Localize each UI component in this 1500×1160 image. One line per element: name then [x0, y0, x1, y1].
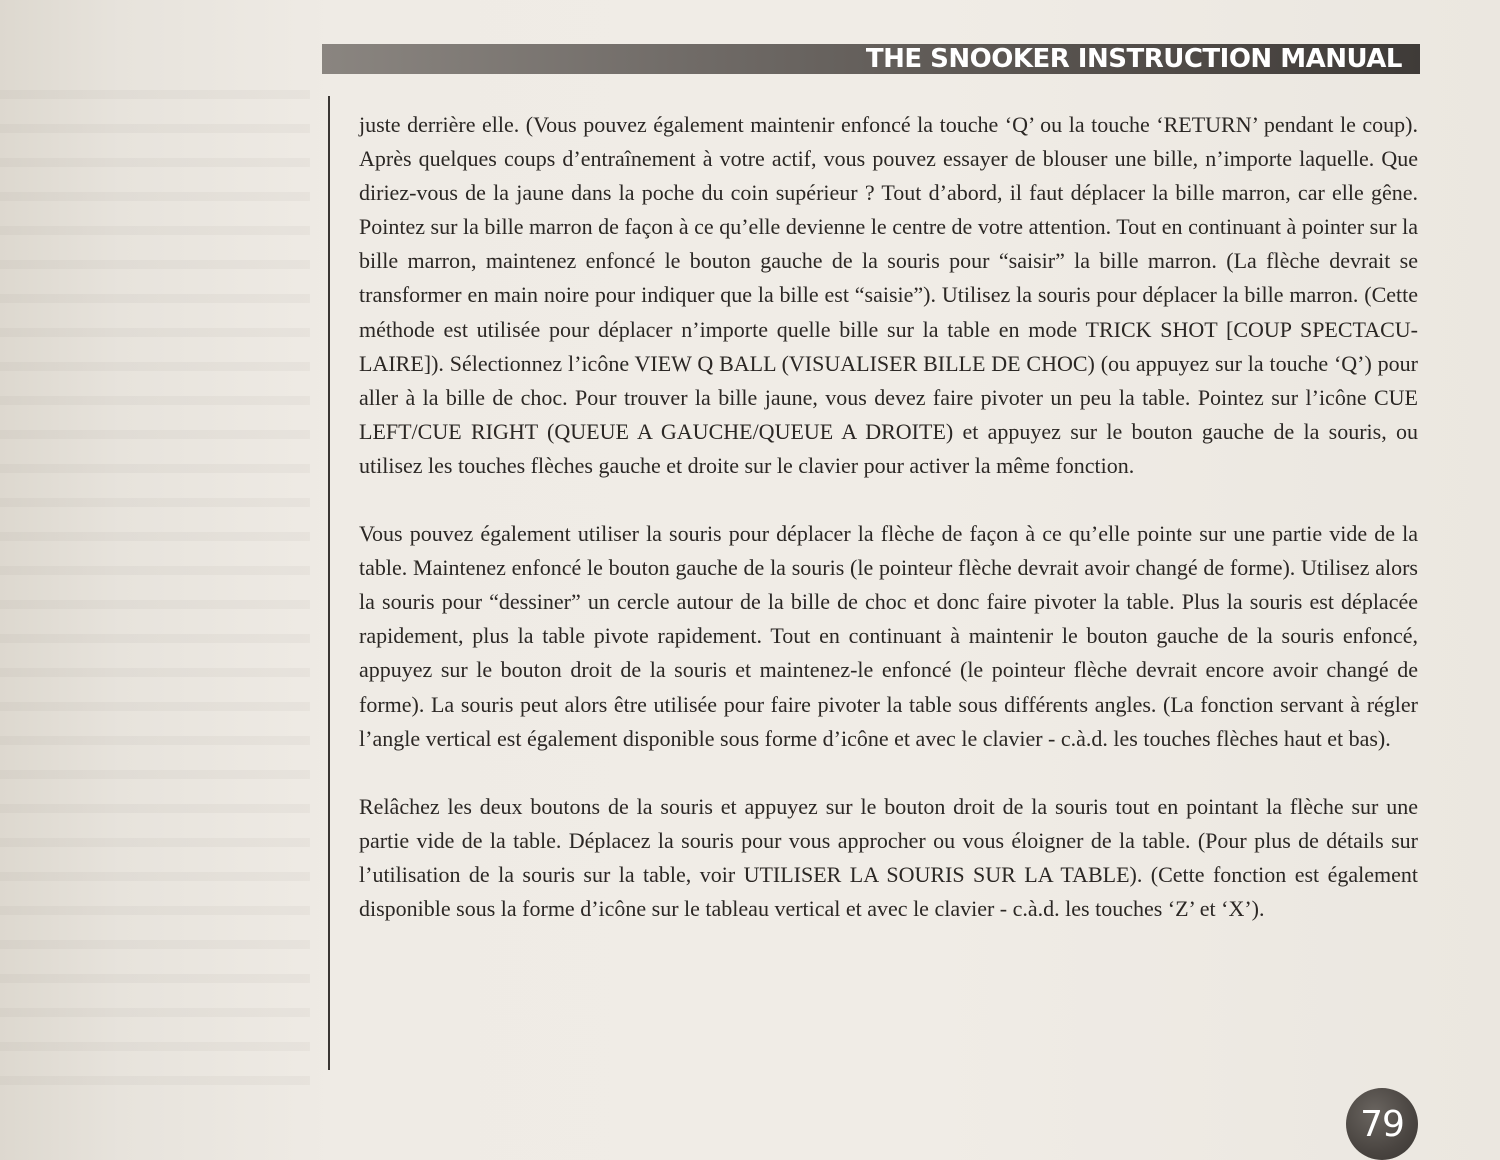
header-bar — [322, 44, 1420, 74]
page-number-badge — [1346, 1088, 1418, 1160]
page-number: 79 — [1360, 1103, 1404, 1145]
paragraph-2: Vous pouvez également utiliser la souris pour déplacer la flèche de façon à ce qu’elle pointe sur une partie vide de la table. Maintenez enfoncé le bouton gauche de la souris (le pointeur flèche devrait avoir changé de forme). Utilisez alors la souris pour “dessiner” un cercle autour de la bille de choc et donc faire pivoter la table. Plus la souris est déplacée rapidement, plus la table pivote rapidement. Tout en continuant à maintenir le bouton gauche de la souris enfoncé, appuyez sur le bouton droit de la souris et maintenez-le enfoncé (le pointeur flèche devrait encore avoir changé de forme). La souris peut alors être utilisée pour faire pivoter la table sous différents angles. (La fonction servant à régler l’angle vertical est également disponible sous forme d’icône et avec le clavier - c.à.d. les touches flèches haut et bas). — [359, 521, 1418, 751]
body-text — [359, 108, 1418, 960]
column-divider — [328, 96, 330, 1070]
facing-page-edge — [0, 90, 310, 1090]
paragraph-1: juste derrière elle. (Vous pouvez également maintenir enfoncé la touche ‘Q’ ou la touche ‘RETURN’ pendant le coup). Après quelques coups d’entraînement à votre actif, vous pouvez essayer de blouser une bille, n’importe laquelle. Que diriez-vous de la jaune dans la poche du coin supérieur ? Tout d’abord, il faut déplacer la bille marron, car elle gêne. Pointez sur la bille marron de façon à ce qu’elle devienne le centre de votre attention. Tout en continuant à pointer sur la bille marron, maintenez enfoncé le bouton gauche de la souris pour “saisir” la bille marron. (La flèche devrait se transformer en main noire pour indiquer que la bille est “saisie”). Utilisez la souris pour déplacer la bille marron. (Cette méthode est utilisée pour déplacer n’importe quelle bille sur la table en mode TRICK SHOT [COUP SPECTACU-LAIRE]). Sélectionnez l’icône VIEW Q BALL (VISUALISER BILLE DE CHOC) (ou appuyez sur la touche ‘Q’) pour aller à la bille de choc. Pour trouver la bille jaune, vous devez faire pivoter un peu la table. Pointez sur l’icône CUE LEFT/CUE RIGHT (QUEUE A GAUCHE/QUEUE A DROITE) et appuyez sur le bouton gauche de la souris, ou utilisez les touches flèches gauche et droite sur le clavier pour activer la même fonction. — [359, 112, 1418, 478]
page-header-title: THE SNOOKER INSTRUCTION MANUAL — [865, 44, 1402, 74]
paragraph-3: Relâchez les deux boutons de la souris et appuyez sur le bouton droit de la souris tout en pointant la flèche sur une partie vide de la table. Déplacez la souris pour vous approcher ou vous éloigner de la table. (Pour plus de détails sur l’utilisation de la souris sur la table, voir UTILISER LA SOURIS SUR LA TABLE). (Cette fonction est également disponible sous la forme d’icône sur le tableau vertical et avec le clavier - c.à.d. les touches ‘Z’ et ‘X’). — [359, 793, 1418, 921]
